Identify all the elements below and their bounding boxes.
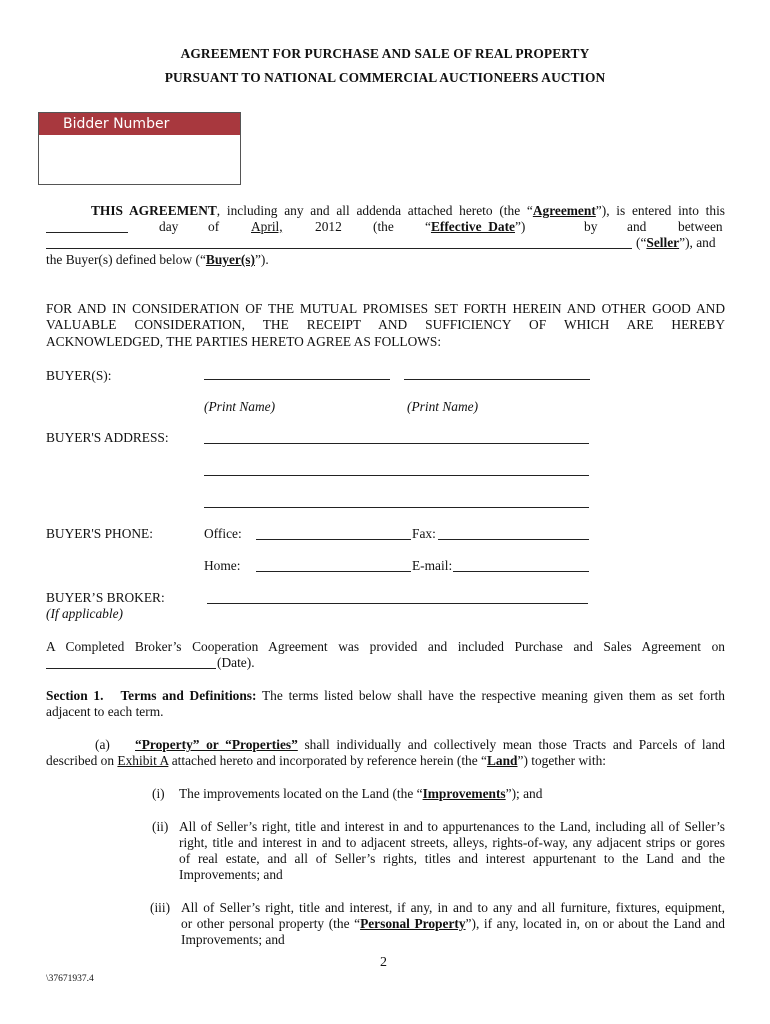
email-label: E-mail: [412,558,453,573]
office-label: Office: [204,526,242,541]
section-1-line-2: adjacent to each term. [46,704,164,719]
document-id: \37671937.4 [46,974,94,984]
consideration-line-3: ACKNOWLEDGED, THE PARTIES HERETO AGREE AS FOLLOWS: [46,334,442,349]
office-phone-field[interactable] [256,539,411,540]
buyer-name-1-field[interactable] [204,379,390,380]
intro-by: by [584,219,598,234]
intro-year: 2012 [315,219,342,234]
intro-and: and [627,219,647,234]
bidder-number-box[interactable] [38,112,241,185]
intro-of: of [208,219,220,234]
email-field[interactable] [453,571,589,572]
buyers-term-line: the Buyer(s) defined below (“Buyer(s)”). [46,252,269,267]
cooperation-date-caption: (Date). [217,655,255,670]
seller-blank[interactable] [46,248,632,249]
address-line-3-field[interactable] [204,507,589,508]
intro-between: between [678,219,723,234]
cooperation-line-1: A Completed Broker’s Cooperation Agreement was provided and included Purchase and Sales Agreement on [46,639,725,654]
item-ii-line-2: right, title and interest in and to adjacent streets, alleys, rights-of-way, any adjacent strips or gores [179,835,725,850]
address-line-1-field[interactable] [204,443,589,444]
intro-month: April, [251,219,283,234]
cooperation-date-field[interactable] [46,668,216,669]
print-name-caption-1: (Print Name) [204,399,276,414]
item-i-label: (i) [152,786,165,801]
phone-label: BUYER'S PHONE: [46,526,153,541]
day-blank[interactable] [46,232,128,233]
bidder-number-label: Bidder Number [39,113,240,135]
address-label: BUYER'S ADDRESS: [46,430,169,445]
effective-date-term: “Effective Date”) [425,219,526,234]
item-ii-label: (ii) [152,819,169,834]
item-ii-line-3: of real estate, and all of Seller’s rights, titles and interest appurtenant to the Land and the [179,851,725,866]
item-iii-line-2: or other personal property (the “Personal Property”), if any, located in, on or about the Land and [181,916,725,931]
buyer-name-2-field[interactable] [404,379,590,380]
item-a-label: (a) [95,737,110,752]
broker-label: BUYER’S BROKER: [46,590,165,605]
consideration-line-2: VALUABLE CONSIDERATION, THE RECEIPT AND SUFFICIENCY OF WHICH ARE HEREBY [46,317,725,332]
section-1-line-1: Section 1. Terms and Definitions: The terms listed below shall have the respective meaning given them as set forth [46,688,725,703]
fax-field[interactable] [438,539,589,540]
item-a-line-2: described on Exhibit A attached hereto and incorporated by reference herein (the “Land”) together with: [46,753,606,768]
document-title-line1: AGREEMENT FOR PURCHASE AND SALE OF REAL PROPERTY [180,46,590,61]
page-number: 2 [380,955,387,970]
fax-label: Fax: [412,526,436,541]
buyers-label: BUYER(S): [46,368,112,383]
consideration-line-1: FOR AND IN CONSIDERATION OF THE MUTUAL PROMISES SET FORTH HEREIN AND OTHER GOOD AND [46,301,725,316]
item-i-text: The improvements located on the Land (the “Improvements”); and [179,786,543,801]
print-name-caption-2: (Print Name) [407,399,479,414]
address-line-2-field[interactable] [204,475,589,476]
home-label: Home: [204,558,241,573]
document-title-line2: PURSUANT TO NATIONAL COMMERCIAL AUCTIONEERS AUCTION [164,70,606,85]
seller-term: (“Seller”), and [636,235,716,250]
item-iii-line-3: Improvements; and [181,932,285,947]
item-a-line-1: “Property” or “Properties” shall individually and collectively mean those Tracts and Parcels of land [135,737,725,752]
item-ii-line-1: All of Seller’s right, title and interest in and to appurtenances to the Land, including all of Seller’s [179,819,725,834]
item-ii-line-4: Improvements; and [179,867,283,882]
broker-note: (If applicable) [46,606,123,621]
intro-the: (the [373,219,394,234]
intro-day: day [159,219,179,234]
broker-field[interactable] [207,603,588,604]
intro-line-1: THIS AGREEMENT, including any and all addenda attached hereto (the “Agreement”), is entered into this [91,203,725,218]
item-iii-label: (iii) [150,900,171,915]
home-phone-field[interactable] [256,571,411,572]
item-iii-line-1: All of Seller’s right, title and interest, if any, in and to any and all furniture, fixtures, equipment, [181,900,725,915]
